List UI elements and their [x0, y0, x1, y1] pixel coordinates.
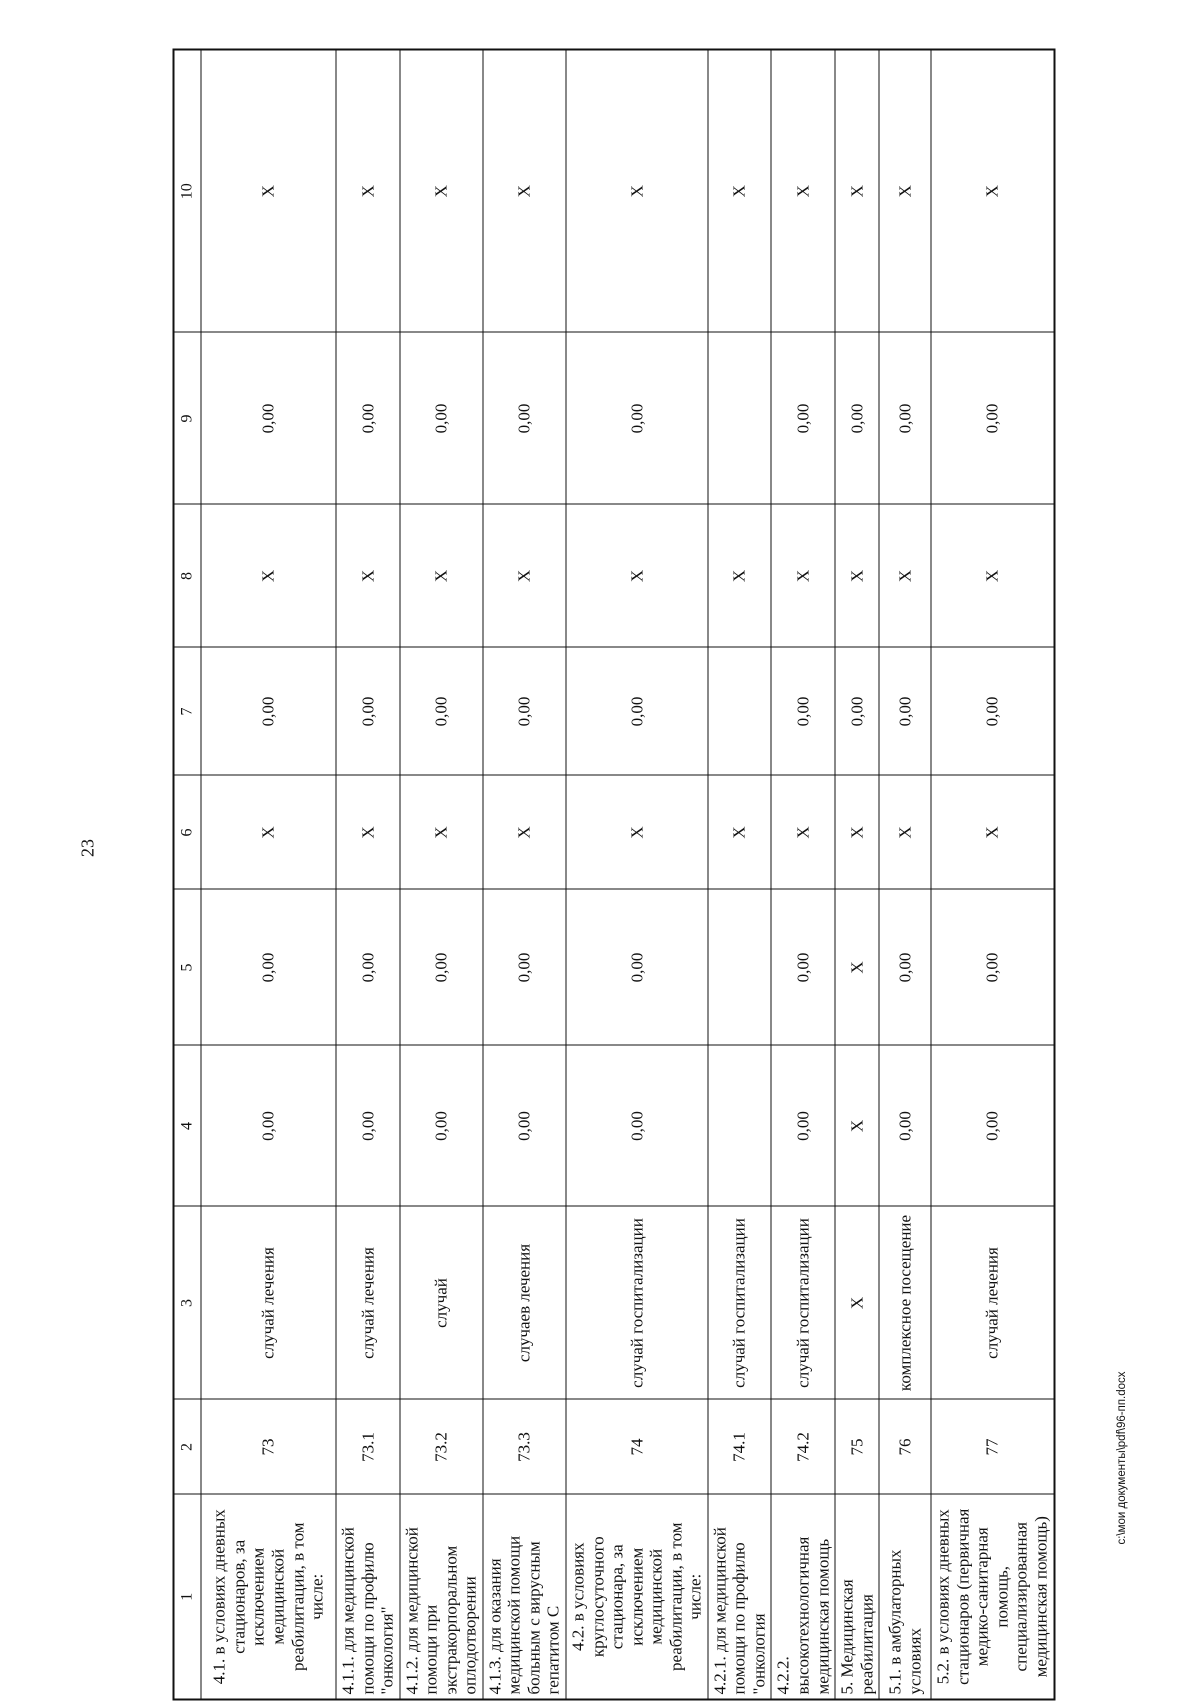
table-cell: Х [879, 50, 931, 333]
table-cell: Х [835, 1207, 879, 1400]
table-cell: 0,00 [566, 890, 708, 1046]
table-cell: 73 [201, 1400, 336, 1495]
table-cell: 0,00 [771, 1046, 835, 1207]
table-cell: случай госпитализации [566, 1207, 708, 1400]
table-cell: Х [771, 505, 835, 648]
table-cell: Х [399, 505, 482, 648]
table-row [482, 50, 565, 1700]
table-cell: Х [707, 50, 771, 333]
table-cell: Х [399, 50, 482, 333]
table-cell: Х [835, 50, 879, 333]
table-cell: 0,00 [482, 648, 565, 776]
table-cell: случай госпитализации [707, 1207, 771, 1400]
table-cell: 0,00 [482, 890, 565, 1046]
table-cell: Х [931, 505, 1054, 648]
header-row [173, 50, 201, 1700]
table-cell: 0,00 [201, 890, 336, 1046]
table-cell: Х [336, 50, 400, 333]
table-cell: 0,00 [771, 648, 835, 776]
table-cell: случай госпитализации [771, 1207, 835, 1400]
table-cell: Х [566, 776, 708, 890]
table-cell: 0,00 [835, 333, 879, 505]
table-row [201, 50, 336, 1700]
page-number: 23 [77, 839, 98, 857]
row-label-cell: 5.1. в амбулаторных условиях [879, 1495, 931, 1700]
column-header: 5 [173, 890, 201, 1046]
table-cell: 0,00 [835, 648, 879, 776]
table-cell: Х [879, 505, 931, 648]
table-cell: 0,00 [879, 333, 931, 505]
table-cell: Х [835, 1046, 879, 1207]
table-cell: Х [835, 505, 879, 648]
table-cell: 0,00 [879, 1046, 931, 1207]
table-cell: 0,00 [566, 1046, 708, 1207]
table-cell: случаев лечения [482, 1207, 565, 1400]
table-cell: 0,00 [201, 333, 336, 505]
column-header: 3 [173, 1207, 201, 1400]
column-header: 10 [173, 50, 201, 333]
table-cell: 0,00 [336, 648, 400, 776]
table-cell: Х [879, 776, 931, 890]
row-label-cell: 4.2.1. для медицинской помощи по профилю "онкология [707, 1495, 771, 1700]
table-cell: 0,00 [482, 333, 565, 505]
table-cell: 0,00 [399, 1046, 482, 1207]
table-cell: Х [482, 505, 565, 648]
table-cell: 0,00 [931, 333, 1054, 505]
table-cell: 0,00 [931, 1046, 1054, 1207]
table-cell: 0,00 [399, 890, 482, 1046]
table-cell: 0,00 [201, 1046, 336, 1207]
table-row [336, 50, 400, 1700]
table-cell: Х [771, 50, 835, 333]
table-cell [707, 890, 771, 1046]
table-cell: случай лечения [336, 1207, 400, 1400]
table-cell: 0,00 [201, 648, 336, 776]
table-cell: Х [201, 505, 336, 648]
table-cell: 74 [566, 1400, 708, 1495]
table-cell: 0,00 [336, 1046, 400, 1207]
table-cell [707, 333, 771, 505]
table-cell: Х [931, 50, 1054, 333]
table-cell: 76 [879, 1400, 931, 1495]
table-row [566, 50, 708, 1700]
table-cell: 0,00 [879, 890, 931, 1046]
table-cell: Х [482, 50, 565, 333]
file-path-footer: c:\мои документы\pdf\96-пп.docx [1116, 1371, 1128, 1545]
table-cell: 0,00 [336, 333, 400, 505]
table-row [835, 50, 879, 1700]
table-cell: Х [566, 50, 708, 333]
column-header: 9 [173, 333, 201, 505]
table-cell [707, 1046, 771, 1207]
data-table [172, 49, 1055, 1701]
column-header: 7 [173, 648, 201, 776]
table-cell: Х [835, 776, 879, 890]
table-cell: Х [771, 776, 835, 890]
table-cell: 0,00 [566, 648, 708, 776]
table-cell: 74.2 [771, 1400, 835, 1495]
table-cell: Х [931, 776, 1054, 890]
table-row [771, 50, 835, 1700]
table-cell: Х [835, 890, 879, 1046]
column-header: 6 [173, 776, 201, 890]
table-cell: 0,00 [931, 648, 1054, 776]
table-cell: 0,00 [399, 333, 482, 505]
table-cell: Х [201, 776, 336, 890]
column-header: 8 [173, 505, 201, 648]
table-cell: 0,00 [482, 1046, 565, 1207]
row-label-cell: 4.1.2. для медицинской помощи при экстракорпоральном оплодотворении [399, 1495, 482, 1700]
table-cell: 0,00 [771, 333, 835, 505]
table-cell: 0,00 [879, 648, 931, 776]
table-row [707, 50, 771, 1700]
table-cell: 0,00 [336, 890, 400, 1046]
table-cell: случай лечения [931, 1207, 1054, 1400]
row-label-cell: 5.2. в условиях дневных стационаров (первичная медико-санитарная помощь, специализированная медицинская помощь) [931, 1495, 1054, 1700]
table-cell: Х [707, 505, 771, 648]
table-cell: случай лечения [201, 1207, 336, 1400]
table-cell: Х [566, 505, 708, 648]
table-cell: 73.2 [399, 1400, 482, 1495]
row-label-cell: 4.1.1. для медицинской помощи по профилю "онкология" [336, 1495, 400, 1700]
table-row [931, 50, 1054, 1700]
table-cell: случай [399, 1207, 482, 1400]
table-cell: 77 [931, 1400, 1054, 1495]
table-cell: 75 [835, 1400, 879, 1495]
table-cell: Х [707, 776, 771, 890]
table-cell: 0,00 [931, 890, 1054, 1046]
table-cell: 74.1 [707, 1400, 771, 1495]
table-cell: 0,00 [771, 890, 835, 1046]
table-cell: Х [201, 50, 336, 333]
table-cell: Х [482, 776, 565, 890]
column-header: 1 [173, 1495, 201, 1700]
row-label-cell: 4.2. в условиях круглосуточного стационара, за исключением медицинской реабилитации, в том числе: [566, 1495, 708, 1700]
column-header: 2 [173, 1400, 201, 1495]
row-label-cell: 4.1.3. для оказания медицинской помощи больным с вирусным гепатитом С [482, 1495, 565, 1700]
row-label-cell: 5. Медицинская реабилитация [835, 1495, 879, 1700]
row-label-cell: 4.1. в условиях дневных стационаров, за исключением медицинской реабилитации, в том числе: [201, 1495, 336, 1700]
table-cell: комплексное посещение [879, 1207, 931, 1400]
table-cell [707, 648, 771, 776]
table-cell: Х [336, 776, 400, 890]
table-cell: Х [336, 505, 400, 648]
table-row [399, 50, 482, 1700]
table-cell: 73.3 [482, 1400, 565, 1495]
table-cell: Х [399, 776, 482, 890]
table-row [879, 50, 931, 1700]
table-cell: 0,00 [399, 648, 482, 776]
table-cell: 73.1 [336, 1400, 400, 1495]
row-label-cell: 4.2.2. высокотехнологичная медицинская помощь [771, 1495, 835, 1700]
column-header: 4 [173, 1046, 201, 1207]
table-cell: 0,00 [566, 333, 708, 505]
data-table-container [172, 51, 1050, 1701]
